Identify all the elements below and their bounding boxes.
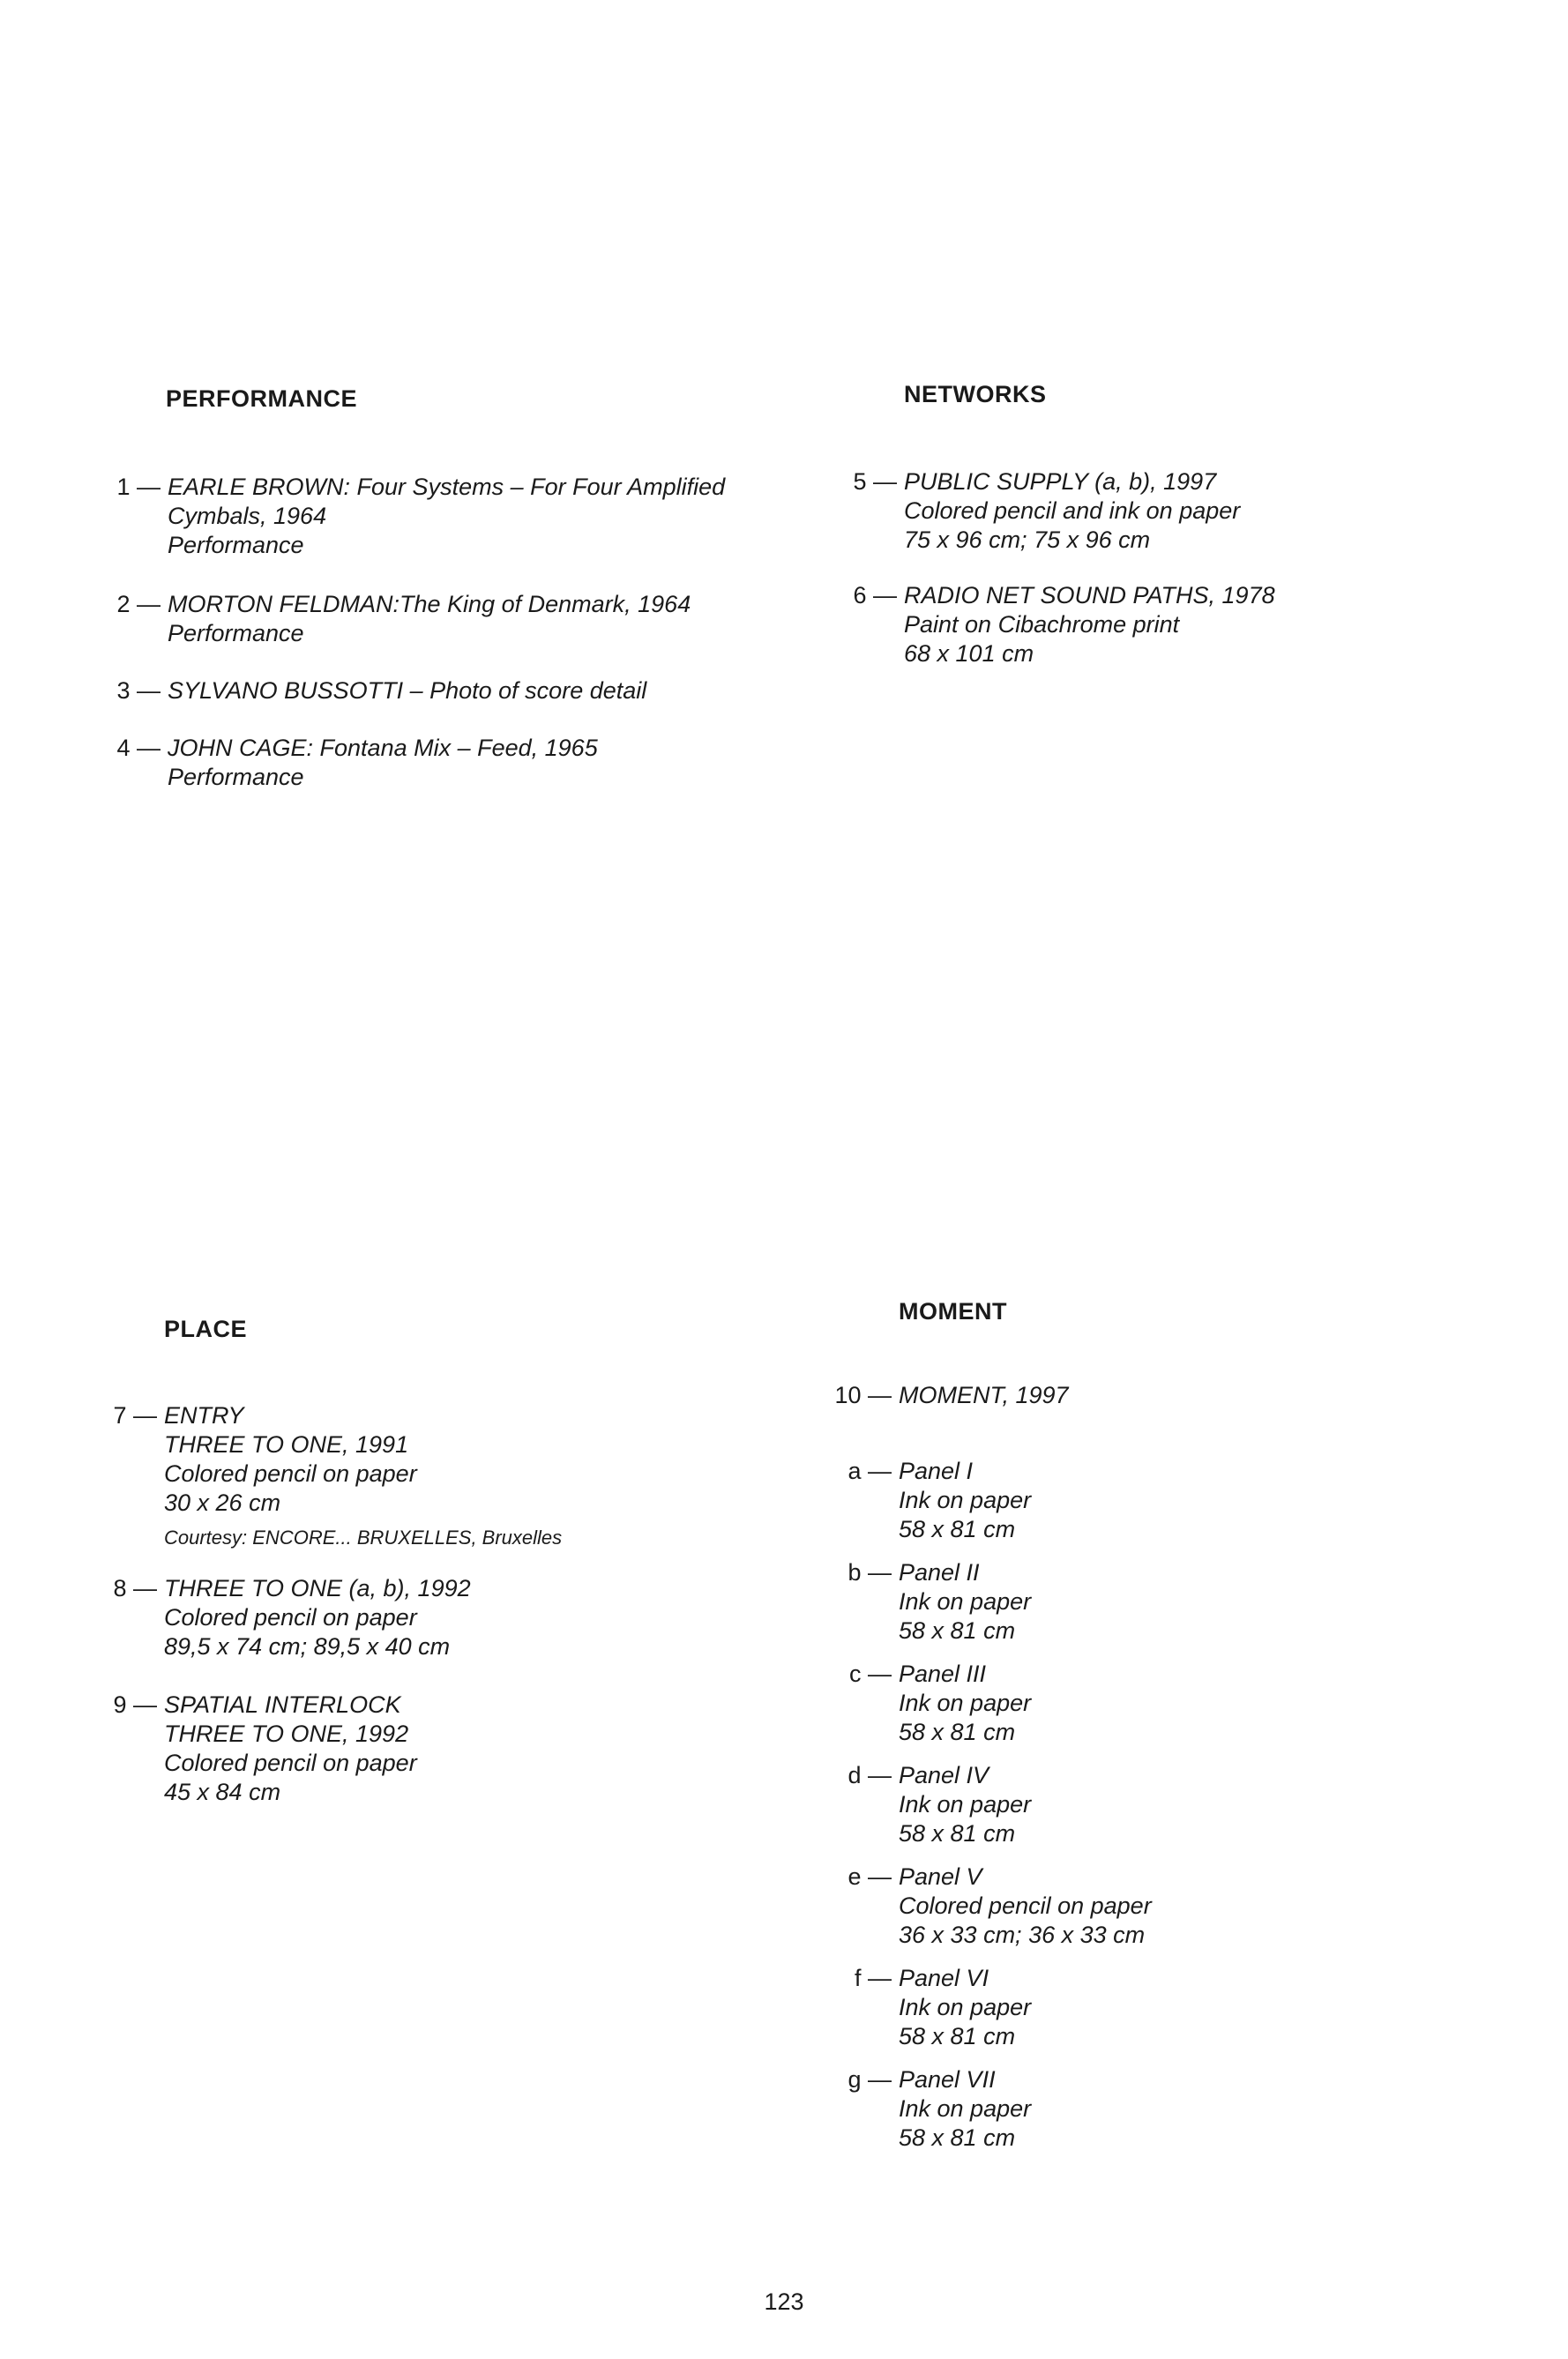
item-number: 9 —: [113, 1691, 157, 1718]
list-item-a: [847, 1457, 1032, 1544]
item-title: THREE TO ONE (a, b), 1992: [164, 1575, 471, 1601]
item-line: Ink on paper: [899, 2095, 1032, 2122]
list-item-f: [854, 1964, 1032, 2051]
item-line: Colored pencil on paper: [164, 1460, 417, 1487]
item-title: EARLE BROWN: Four Systems – For Four Amplified: [168, 474, 726, 500]
list-item-8: [113, 1574, 471, 1661]
item-line: Colored pencil on paper: [164, 1604, 417, 1631]
item-number: a —: [847, 1458, 892, 1484]
item-line: THREE TO ONE, 1991: [164, 1431, 409, 1458]
list-item-2: [116, 590, 691, 648]
item-title: PUBLIC SUPPLY (a, b), 1997: [904, 468, 1217, 495]
item-line: Performance: [168, 620, 304, 646]
list-item-e: [847, 1863, 1152, 1950]
list-item-4: [116, 734, 598, 792]
item-number: e —: [847, 1863, 892, 1890]
item-title: MORTON FELDMAN:The King of Denmark, 1964: [168, 591, 691, 617]
item-title: Panel III: [899, 1661, 987, 1687]
item-line: 58 x 81 cm: [899, 1617, 1016, 1644]
item-line: 75 x 96 cm; 75 x 96 cm: [904, 526, 1151, 553]
item-number: 7 —: [113, 1402, 157, 1429]
item-title: Panel VII: [899, 2066, 996, 2093]
list-item-7: [113, 1401, 563, 1552]
item-line: Ink on paper: [899, 1994, 1032, 2020]
item-line: 58 x 81 cm: [899, 2023, 1016, 2049]
item-number: b —: [847, 1559, 892, 1586]
heading-networks: NETWORKS: [904, 381, 1047, 407]
item-line: Ink on paper: [899, 1588, 1032, 1615]
item-title: Panel V: [899, 1863, 982, 1890]
item-number: 4 —: [116, 735, 161, 761]
item-title: MOMENT, 1997: [899, 1382, 1069, 1408]
item-line: Cymbals, 1964: [168, 503, 327, 529]
item-line: Colored pencil and ink on paper: [904, 497, 1241, 524]
courtesy-note: Courtesy: ENCORE... BRUXELLES, Bruxelles: [164, 1527, 563, 1549]
item-number: 5 —: [853, 468, 897, 495]
item-line: Colored pencil on paper: [899, 1892, 1152, 1919]
page-number: 123: [764, 2288, 804, 2315]
list-item-1: [116, 473, 726, 560]
item-line: Ink on paper: [899, 1487, 1032, 1513]
item-line: 68 x 101 cm: [904, 640, 1034, 667]
item-line: 36 x 33 cm; 36 x 33 cm: [899, 1922, 1146, 1948]
item-line: 58 x 81 cm: [899, 1719, 1016, 1745]
item-line: 58 x 81 cm: [899, 1516, 1016, 1542]
item-line: Performance: [168, 764, 304, 790]
item-line: 45 x 84 cm: [164, 1779, 281, 1805]
list-item-g: [847, 2065, 1032, 2153]
item-title: JOHN CAGE: Fontana Mix – Feed, 1965: [168, 735, 598, 761]
item-number: 8 —: [113, 1575, 157, 1601]
item-title: SYLVANO BUSSOTTI – Photo of score detail: [168, 677, 647, 704]
item-number: 2 —: [116, 591, 161, 617]
list-item-3: [116, 676, 647, 705]
item-number: 6 —: [853, 582, 897, 608]
item-number: c —: [848, 1661, 892, 1687]
list-item-5: [853, 467, 1241, 555]
item-line: Ink on paper: [899, 1791, 1032, 1818]
item-line: 89,5 x 74 cm; 89,5 x 40 cm: [164, 1633, 451, 1660]
item-title: Panel VI: [899, 1965, 989, 1991]
list-item-c: [848, 1660, 1032, 1747]
item-line: 58 x 81 cm: [899, 2124, 1016, 2151]
item-title: Panel I: [899, 1458, 974, 1484]
item-line: Ink on paper: [899, 1690, 1032, 1716]
item-title: ENTRY: [164, 1402, 244, 1429]
item-line: Colored pencil on paper: [164, 1750, 417, 1776]
item-line: Performance: [168, 532, 304, 558]
item-line: 30 x 26 cm: [164, 1489, 281, 1516]
item-number: 1 —: [116, 474, 161, 500]
heading-place: PLACE: [164, 1316, 248, 1342]
list-item-9: [113, 1691, 417, 1807]
list-item-b: [847, 1558, 1032, 1646]
list-item-6: [853, 581, 1275, 668]
item-title: Panel II: [899, 1559, 980, 1586]
item-line: Paint on Cibachrome print: [904, 611, 1180, 638]
heading-moment: MOMENT: [899, 1298, 1007, 1325]
item-line: 58 x 81 cm: [899, 1820, 1016, 1847]
item-number: f —: [854, 1965, 892, 1991]
item-number: g —: [847, 2066, 892, 2093]
list-item-d: [847, 1761, 1032, 1848]
item-title: RADIO NET SOUND PATHS, 1978: [904, 582, 1275, 608]
item-line: THREE TO ONE, 1992: [164, 1721, 409, 1747]
list-item-10: [834, 1381, 1069, 1410]
item-title: Panel IV: [899, 1762, 989, 1788]
heading-performance: PERFORMANCE: [166, 385, 358, 412]
item-title: SPATIAL INTERLOCK: [164, 1691, 401, 1718]
item-number: d —: [847, 1762, 892, 1788]
item-number: 10 —: [834, 1382, 892, 1408]
item-number: 3 —: [116, 677, 161, 704]
